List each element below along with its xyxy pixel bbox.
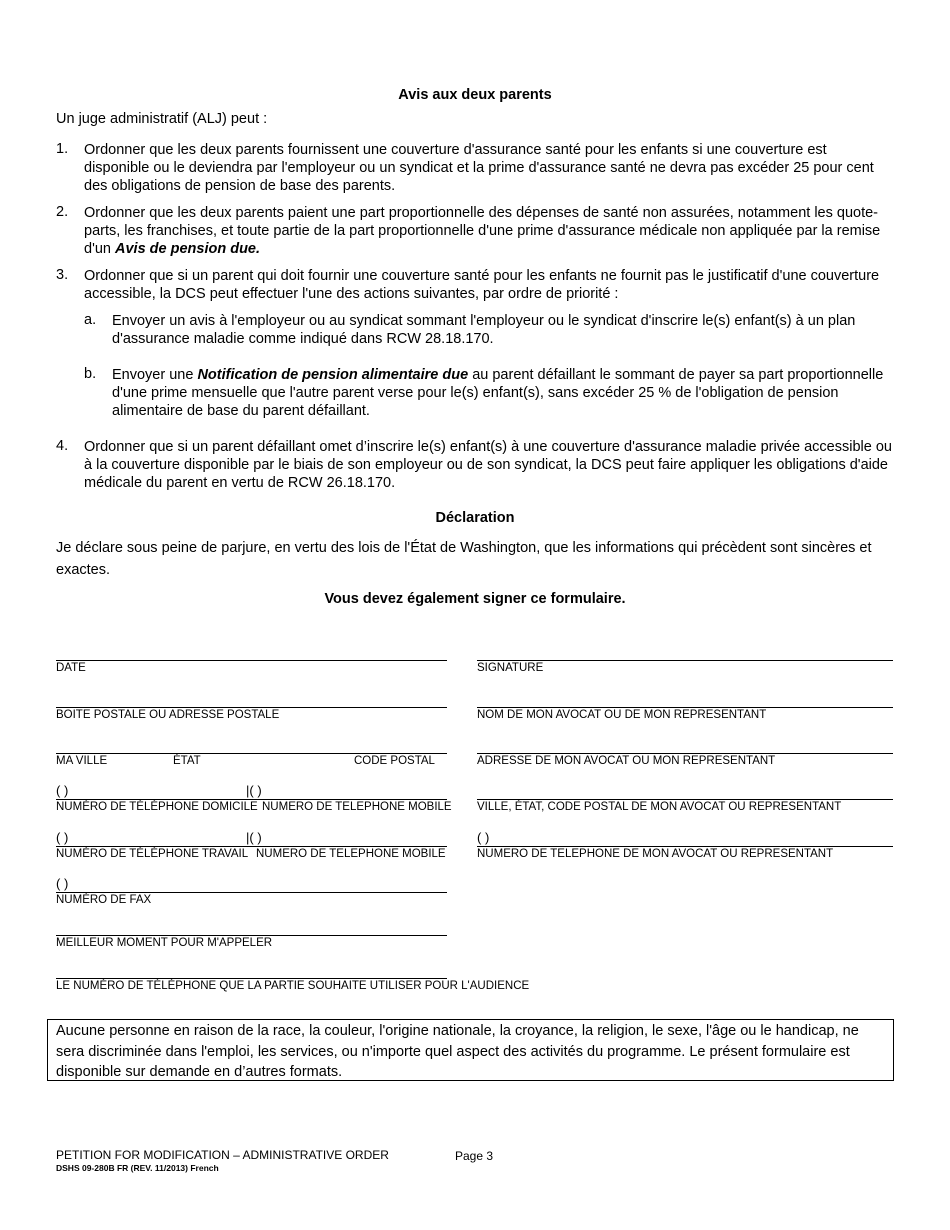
footer-form-title: PETITION FOR MODIFICATION – ADMINISTRATIVE ORDER	[56, 1148, 389, 1162]
hearing-phone-line[interactable]	[56, 978, 447, 979]
mobile-phone-area-code: |( )	[246, 783, 262, 798]
fax-line[interactable]	[56, 892, 447, 893]
intro-text: Un juge administratif (ALJ) peut :	[56, 111, 268, 127]
city-label: MA VILLE	[56, 755, 108, 767]
subitem-b-letter: b.	[84, 366, 97, 382]
item-2-emphasis: Avis de pension due.	[115, 241, 261, 257]
notice-title: Avis aux deux parents	[398, 87, 552, 103]
home-mobile-phone-line[interactable]	[56, 799, 447, 800]
subitem-b-emphasis: Notification de pension alimentaire due	[197, 367, 469, 383]
attorney-name-label: NOM DE MON AVOCAT OU DE MON REPRESENTANT	[477, 709, 767, 721]
footer-page-number: Page 3	[455, 1149, 494, 1163]
signature-label: SIGNATURE	[477, 662, 544, 674]
item-1-number: 1.	[56, 141, 69, 157]
attorney-phone-label: NUMERO DE TELEPHONE DE MON AVOCAT OU REPRESENTANT	[477, 848, 834, 860]
item-2-text: Ordonner que les deux parents paient une part proportionnelle des dépenses de santé non assurées, notamment les quote-parts, les franchises, et toute partie de la part proportionnelle d'une prime d'assurance médicale non appliquée par la remise d'un	[84, 205, 881, 257]
attorney-city-label: VILLE, ÉTAT, CODE POSTAL DE MON AVOCAT OU REPRESENTANT	[477, 801, 842, 813]
subitem-a-letter: a.	[84, 312, 97, 328]
subitem-b	[112, 366, 892, 420]
item-2-number: 2.	[56, 204, 69, 220]
postal-address-line[interactable]	[56, 707, 447, 708]
zip-label: CODE POSTAL	[354, 755, 435, 767]
hearing-phone-label: LE NUMÉRO DE TÉLÉPHONE QUE LA PARTIE SOUHAITE UTILISER POUR L'AUDIENCE	[56, 980, 530, 992]
declaration-text: Je déclare sous peine de parjure, en vertu des lois de l'État de Washington, que les informations qui précèdent sont sincères et exactes.	[56, 540, 872, 578]
mobile-phone-label: NUMERO DE TELEPHONE MOBILE	[262, 801, 452, 813]
subitem-b-post: au parent défaillant le sommant de payer sa part proportionnelle d'une prime mensuelle que l'autre parent verse pour le(s) enfant(s), sans excéder 25 % de l'obligation de pension alimentaire de base du parent défaillant.	[112, 367, 884, 419]
mobile-phone-2-label: NUMERO DE TELEPHONE MOBILE	[256, 848, 446, 860]
attorney-address-label: ADRESSE DE MON AVOCAT OU MON REPRESENTANT	[477, 755, 776, 767]
best-time-line[interactable]	[56, 935, 447, 936]
mobile-phone-2-area-code: |( )	[246, 830, 262, 845]
fax-label: NUMÉRO DE FAX	[56, 894, 152, 906]
item-3-number: 3.	[56, 267, 69, 283]
item-4-text: Ordonner que si un parent défaillant omet d’inscrire le(s) enfant(s) à une couverture d'assurance maladie privée accessible ou à la couverture disponible par le biais de son employeur ou de son syndicat, la DCS peut faire appliquer les obligations d'aide médicale du parent en vertu de RCW 26.18.170.	[84, 439, 892, 491]
state-label: ÉTAT	[173, 755, 201, 767]
item-3-text: Ordonner que si un parent qui doit fournir une couverture santé pour les enfants ne fournit pas le justificatif d'une couverture accessible, la DCS peut effectuer l'une des actions suivantes, par ordre de priorité :	[84, 268, 880, 302]
fax-area-code: ( )	[56, 876, 69, 891]
attorney-address-line[interactable]	[477, 753, 893, 754]
subitem-b-pre: Envoyer une	[112, 367, 198, 383]
best-time-label: MEILLEUR MOMENT POUR M'APPELER	[56, 937, 273, 949]
sign-notice: Vous devez également signer ce formulaire.	[324, 591, 626, 607]
item-2	[84, 204, 894, 258]
work-phone-label: NUMÉRO DE TÉLÉPHONE TRAVAIL	[56, 848, 249, 860]
subitem-a-text: Envoyer un avis à l'employeur ou au syndicat sommant l'employeur ou le syndicat d'inscrire le(s) enfant(s) à un plan d'assurance maladie comme indiqué dans RCW 28.18.170.	[112, 313, 856, 347]
signature-line[interactable]	[477, 660, 893, 661]
date-label: DATE	[56, 662, 86, 674]
postal-address-label: BOITE POSTALE OU ADRESSE POSTALE	[56, 709, 280, 721]
home-phone-area-code: ( )	[56, 783, 69, 798]
city-state-zip-line[interactable]	[56, 753, 447, 754]
attorney-name-line[interactable]	[477, 707, 893, 708]
nondiscrimination-notice: Aucune personne en raison de la race, la couleur, l'origine nationale, la croyance, la religion, le sexe, l'âge ou le handicap, ne sera discriminée dans l'emploi, les services, ou n'importe quel aspect des activités du programme. Le présent formulaire est disponible sur demande en d’autres formats.	[47, 1019, 894, 1081]
work-phone-area-code: ( )	[56, 830, 69, 845]
home-phone-label: NUMÉRO DE TÉLÉPHONE DOMICILE	[56, 801, 258, 813]
declaration-title: Déclaration	[435, 510, 515, 526]
item-1-text: Ordonner que les deux parents fournissent une couverture d'assurance santé pour les enfants si une couverture est disponible ou le deviendra par l'employeur ou un syndicat et la prime d'assurance santé ne devra pas excéder 25 pour cent des obligations de pension de base des parents.	[84, 142, 874, 194]
attorney-phone-line[interactable]	[477, 846, 893, 847]
work-mobile-phone-line[interactable]	[56, 846, 447, 847]
item-4-number: 4.	[56, 438, 69, 454]
attorney-city-line[interactable]	[477, 799, 893, 800]
footer-form-id: DSHS 09-280B FR (REV. 11/2013) French	[56, 1163, 219, 1173]
date-line[interactable]	[56, 660, 447, 661]
attorney-phone-area-code: ( )	[477, 830, 490, 845]
